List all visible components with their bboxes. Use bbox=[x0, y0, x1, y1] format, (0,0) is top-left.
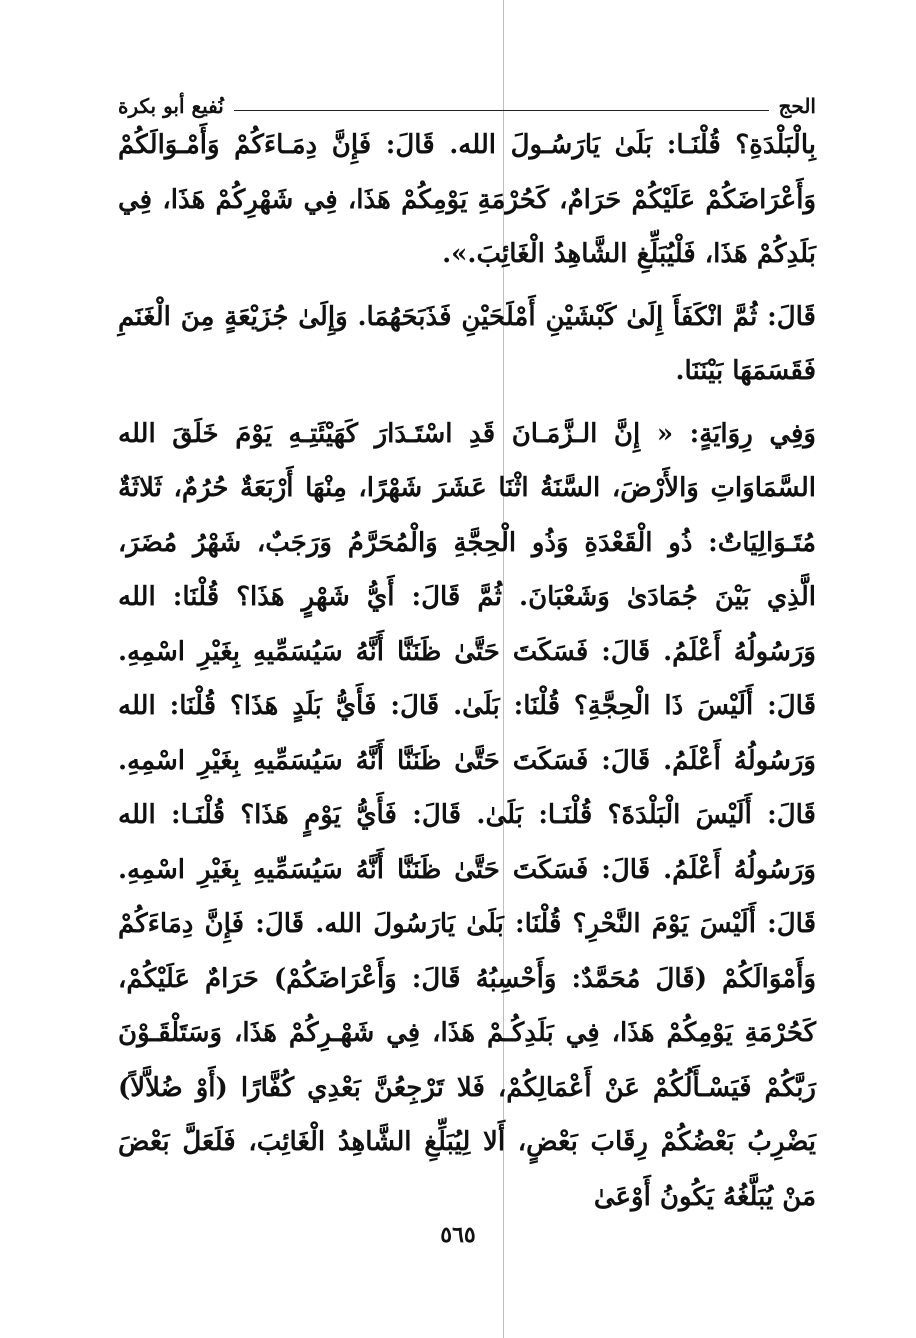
paragraph-2: قَالَ: ثُمَّ انْكَفَأَ إِلَىٰ كَبْشَيْنِ أَمْلَحَيْنِ فَذَبَحَهُمَا. وَإِلَىٰ جُزَيْعَةٍ مِنَ الْغَنَمِ فَقَسَمَهَا بَيْنَنَا. bbox=[118, 301, 816, 386]
hadith-text bbox=[118, 118, 816, 1224]
running-header bbox=[118, 88, 816, 118]
paragraph-3: وَفِي رِوَايَةٍ: « إِنَّ الـزَّمَـانَ قَدِ اسْتَـدَارَ كَهَيْئَتِـهِ يَوْمَ خَلَقَ الله السَّمَاوَاتِ وَالأَرْضَ، السَّنَةُ اثْنَا عَشَرَ شَهْرًا، مِنْهَا أَرْبَعَةٌ حُرُمٌ، ثَلاثَةٌ مُتَـوَالِيَاتٌ: ذُو الْقَعْدَةِ وَذُو الْحِجَّةِ وَالْمُحَرَّمُ وَرَجَبٌ، شَهْرُ مُضَرَ، الَّذِي بَيْنَ جُمَادَىٰ وَشَعْبَانَ. ثُمَّ قَالَ: أَيُّ شَهْرٍ هَذَا؟ قُلْنَا: الله وَرَسُولُهُ أَعْلَمُ. قَالَ: فَسَكَتَ حَتَّىٰ ظَنَنَّا أَنَّهُ سَيُسَمِّيهِ بِغَيْرِ اسْمِهِ. قَالَ: أَلَيْسَ ذَا الْحِجَّةِ؟ قُلْنَا: بَلَىٰ. قَالَ: فَأَيُّ بَلَدٍ هَذَا؟ قُلْنَا: الله وَرَسُولُهُ أَعْلَمُ. قَالَ: فَسَكَتَ حَتَّىٰ ظَنَنَّا أَنَّهُ سَيُسَمِّيهِ بِغَيْرِ اسْمِهِ. قَالَ: أَلَيْسَ الْبَلْدَةَ؟ قُلْنَـا: بَلَىٰ. قَالَ: فَأَيُّ يَوْمٍ هَذَا؟ قُلْنَـا: الله وَرَسُولُهُ أَعْلَمُ. قَالَ: فَسَكَتَ حَتَّىٰ ظَنَنَّا أَنَّهُ سَيُسَمِّيهِ بِغَيْرِ اسْمِهِ. قَالَ: أَلَيْسَ يَوْمَ النَّحْرِ؟ قُلْنَا: بَلَىٰ يَارَسُولَ الله. قَالَ: فَإِنَّ دِمَاءَكُمْ وَأَمْوَالَكُمْ (قَالَ مُحَمَّدٌ: وَأَحْسِبُهُ قَالَ: وَأَعْرَاضَكُمْ) حَرَامٌ عَلَيْكُمْ، كَحُرْمَةِ يَوْمِكُمْ هَذَا، فِي بَلَدِكُـمْ هَذَا، فِي شَهْـرِكُمْ هَذَا، وَسَتَلْقَـوْنَ رَبَّكُمْ فَيَسْـأَلُكُمْ عَنْ أَعْمَالِكُمْ، فَلا تَرْجِعُنَّ بَعْدِي كُفَّارًا (أَوْ ضُلاَّلاً) يَضْرِبُ بَعْضُكُمْ رِقَابَ بَعْضٍ، أَلا لِيُبَلِّغِ الشَّاهِدُ الْغَائِبَ، فَلَعَلَّ بَعْضَ مَنْ يُبَلَّغُهُ يَكُونُ أَوْعَىٰ bbox=[118, 418, 816, 1212]
header-chapter-title: الحج bbox=[778, 94, 816, 118]
page-number: ٥٦٥ bbox=[440, 1222, 476, 1248]
header-rule bbox=[234, 110, 769, 111]
header-narrator-name: نُفيع أبو بكرة bbox=[118, 94, 224, 118]
paragraph-1: بِالْبَلْدَةِ؟ قُلْنَـا: بَلَىٰ يَارَسُـولَ الله. قَالَ: فَإِنَّ دِمَـاءَكُمْ وَأَمْـوَالَكُمْ وَأَعْرَاضَكُمْ عَلَيْكُمْ حَرَامٌ، كَحُرْمَةِ يَوْمِكُمْ هَذَا، فِي شَهْرِكُمْ هَذَا، فِي بَلَدِكُمْ هَذَا، فَلْيُبَلِّغِ الشَّاهِدُ الْغَائِبَ.». bbox=[118, 130, 816, 269]
